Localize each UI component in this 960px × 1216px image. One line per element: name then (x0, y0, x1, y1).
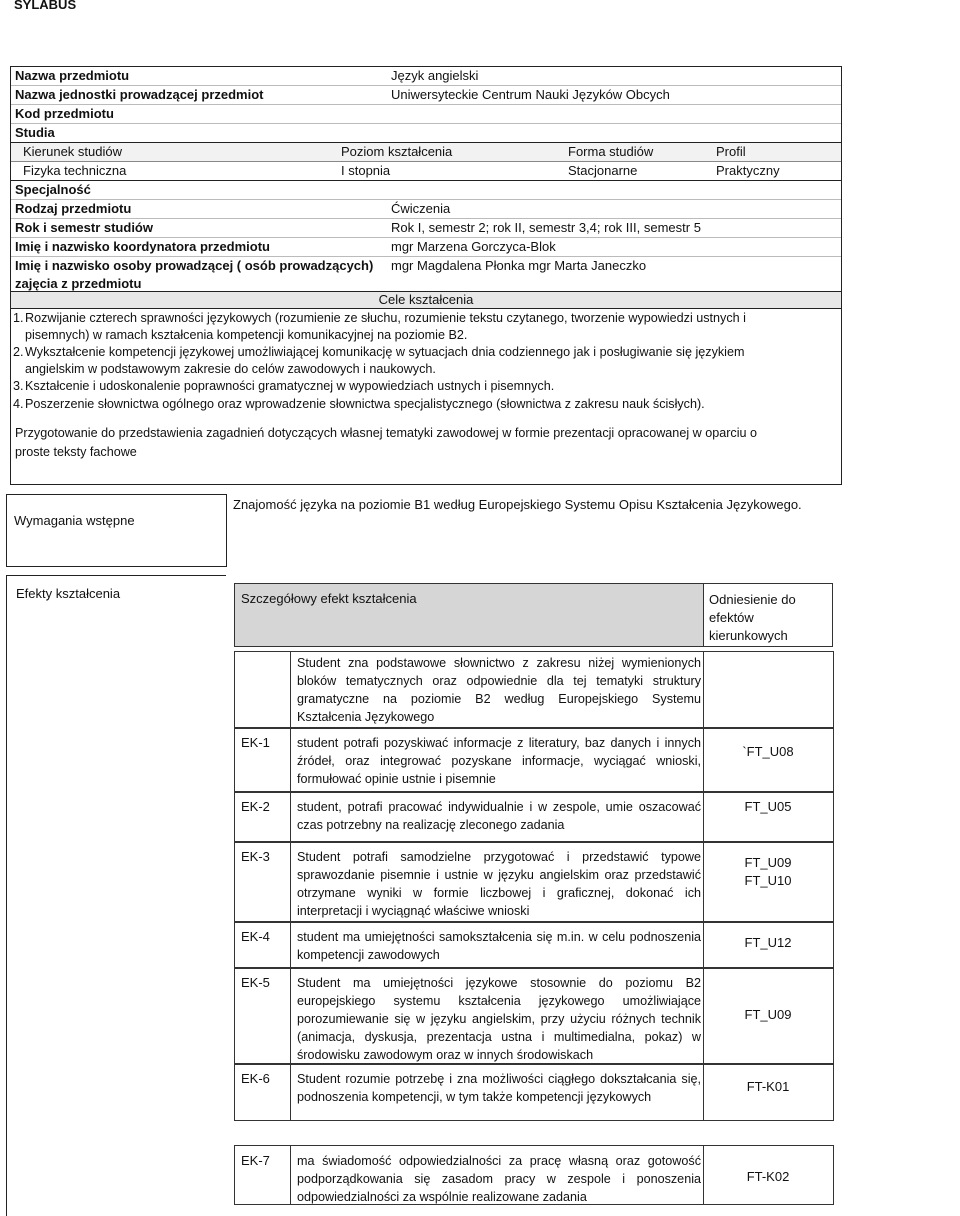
info-row-specialty (11, 181, 841, 200)
outcome-row (234, 727, 834, 793)
info-row-course-name (11, 67, 841, 86)
objective-number: 1. (13, 311, 24, 325)
outcome-code: EK-2 (241, 799, 270, 814)
studies-value-row (11, 162, 841, 181)
studies-value-form: Stacjonarne (568, 163, 638, 178)
outcome-desc: ma świadomość odpowiedzialności za pracę własną oraz gotowość podporządkowania się zasadom pracy w zespole i ponoszenia odpowiedzialności za wspólnie realizowane zadania (297, 1154, 701, 1204)
outcome-desc: student potrafi pozyskiwać informacje z literatury, baz danych i innych źródeł, oraz integrować pozyskane informacje, wyciągać wnioski, formułować opinie ustnie i pisemnie (297, 736, 701, 786)
code-label: Kod przedmiotu (15, 106, 114, 121)
objective-number: 2. (13, 345, 24, 359)
teachers-value: mgr Magdalena Płonka mgr Marta Janeczko (391, 258, 647, 273)
course-info-table (10, 66, 842, 293)
outcome-code: EK-6 (241, 1071, 270, 1086)
presentation-objective-line1: Przygotowanie do przedstawienia zagadnień dotyczących własnej tematyki zawodowej w formie prezentacji opracowanej w oparciu o (15, 426, 758, 440)
objective-text-line1: Rozwijanie czterech sprawności językowych (rozumienie ze słuchu, rozumienie tekstu czytanego, tworzenie wypowiedzi ustnych i (25, 311, 746, 325)
objective-item-2 (13, 344, 825, 378)
outcome-ref: FT-K02 (746, 1169, 790, 1184)
outcome-ref: FT_U09 FT_U10 (744, 855, 792, 888)
studies-header-level: Poziom kształcenia (341, 144, 453, 159)
presentation-objective-line2: proste teksty fachowe (15, 445, 137, 459)
outcome-ref: FT-K01 (746, 1079, 790, 1094)
course-name-label: Nazwa przedmiotu (15, 68, 130, 83)
objective-item-1 (13, 310, 825, 344)
info-row-year (11, 219, 841, 238)
outcomes-label-box (6, 575, 226, 1216)
unit-label: Nazwa jednostki prowadzącej przedmiot (15, 87, 264, 102)
outcome-code: EK-4 (241, 929, 270, 944)
outcome-intro-row (234, 651, 834, 729)
studies-label: Studia (15, 125, 55, 140)
outcome-row (234, 841, 834, 923)
objective-number: 3. (13, 379, 24, 393)
info-row-coordinator (11, 238, 841, 257)
outcome-code: EK-7 (241, 1153, 270, 1168)
coordinator-label: Imię i nazwisko koordynatora przedmiotu (15, 239, 270, 254)
info-row-teachers (11, 257, 841, 293)
info-row-type (11, 200, 841, 219)
studies-header-row (11, 143, 841, 162)
presentation-objective (15, 424, 835, 462)
outcome-code: EK-5 (241, 975, 270, 990)
year-label: Rok i semestr studiów (15, 220, 153, 235)
objective-item-4 (13, 396, 825, 413)
objective-text-line1: Wykształcenie kompetencji językowej umożliwiającej komunikację w sytuacjach dnia codziennego jak i posługiwanie się językiem (25, 345, 745, 359)
outcome-row (234, 1063, 834, 1121)
outcome-row (234, 921, 834, 969)
outcome-intro-text: Student zna podstawowe słownictwo z zakresu niżej wymienionych bloków tematycznych oraz odpowiednie dla tej tematyki struktury gramatyczne na poziomie B2 według Europejskiego Systemu Kształcenia Językowego (297, 656, 701, 724)
outcomes-header-ref-text: Odniesienie do efektów kierunkowych (709, 592, 796, 643)
outcome-row (234, 967, 834, 1065)
outcome-row (234, 1145, 834, 1205)
teachers-label-line2: zajęcia z przedmiotu (15, 276, 142, 291)
requirements-label: Wymagania wstępne (14, 513, 135, 528)
studies-value-level: I stopnia (341, 163, 391, 178)
outcome-desc: Student rozumie potrzebę i zna możliwości ciągłego dokształcania się, podnoszenia kompetencji, w tym także kompetencji językowych (297, 1072, 701, 1104)
type-label: Rodzaj przedmiotu (15, 201, 132, 216)
objective-number: 4. (13, 397, 24, 411)
coordinator-value: mgr Marzena Gorczyca-Blok (391, 239, 556, 254)
info-row-code (11, 105, 841, 124)
info-row-studies (11, 124, 841, 143)
outcomes-header-detail-text: Szczegółowy efekt kształcenia (241, 591, 417, 606)
studies-header-direction: Kierunek studiów (23, 144, 122, 159)
objective-text-line2: angielskim w podstawowym zakresie do celów zawodowych i naukowych. (25, 362, 436, 376)
outcome-row (234, 791, 834, 843)
outcomes-header-detail (234, 583, 704, 647)
studies-header-form: Forma studiów (568, 144, 654, 159)
requirements-label-box (6, 494, 227, 567)
document-heading: SYLABUS (14, 0, 77, 12)
outcome-ref: FT_U05 (744, 799, 792, 814)
objectives-box (10, 308, 842, 485)
unit-value: Uniwersyteckie Centrum Nauki Języków Obcych (391, 87, 670, 102)
outcome-desc: Student potrafi samodzielne przygotować i przedstawić typowe sprawozdanie pisemnie i ustnie w języku angielskim oraz przedstawić otrzymane wyniki w formie liczbowej i graficznej, dokonać ich interpretacji i wyciągnąć właściwe wnioski (297, 850, 701, 918)
outcomes-header-ref (702, 583, 833, 647)
specialty-label: Specjalność (15, 182, 91, 197)
objective-text-line1: Poszerzenie słownictwa ogólnego oraz wprowadzenie słownictwa specjalistycznego (słownictwa z zakresu nauk ścisłych). (25, 397, 705, 411)
outcome-desc: student ma umiejętności samokształcenia się m.in. w celu podnoszenia kompetencji zawodowych (297, 930, 701, 962)
course-name-value: Język angielski (391, 68, 479, 83)
studies-value-direction: Fizyka techniczna (23, 163, 127, 178)
objective-item-3 (13, 378, 825, 395)
outcomes-label: Efekty kształcenia (16, 586, 121, 601)
objective-text-line2: pisemnych) w ramach kształcenia kompetencji komunikacyjnej na poziomie B2. (25, 328, 468, 342)
objectives-header: Cele kształcenia (10, 291, 842, 309)
outcome-desc: Student ma umiejętności językowe stosownie do poziomu B2 europejskiego systemu kształcenia językowego umożliwiające porozumiewanie się w języku angielskim, przy użyciu różnych technik (animacja, dyskusja, prezentacja ustna i multimedialna, pokaz) w środowisku zawodowym oraz w innych środowiskach (297, 976, 701, 1062)
outcome-ref: `FT_U08 (742, 744, 794, 759)
requirements-text: Znajomość języka na poziomie B1 według Europejskiego Systemu Opisu Kształcenia Językowego. (233, 497, 802, 512)
outcome-desc: student, potrafi pracować indywidualnie i w zespole, umie oszacować czas potrzebny na realizację zleconego zadania (297, 800, 701, 832)
outcome-ref: FT_U09 (744, 1007, 792, 1022)
objective-text-line1: Kształcenie i udoskonalenie poprawności gramatycznej w wypowiedziach ustnych i pisemnych. (25, 379, 555, 393)
teachers-label-line1: Imię i nazwisko osoby prowadzącej ( osób prowadzących) (15, 258, 374, 273)
type-value: Ćwiczenia (391, 201, 451, 216)
outcome-code: EK-1 (241, 735, 270, 750)
studies-value-profile: Praktyczny (716, 163, 780, 178)
info-row-unit (11, 86, 841, 105)
studies-header-profile: Profil (716, 144, 746, 159)
outcome-code: EK-3 (241, 849, 270, 864)
year-value: Rok I, semestr 2; rok II, semestr 3,4; rok III, semestr 5 (391, 220, 701, 235)
outcome-ref: FT_U12 (744, 935, 792, 950)
